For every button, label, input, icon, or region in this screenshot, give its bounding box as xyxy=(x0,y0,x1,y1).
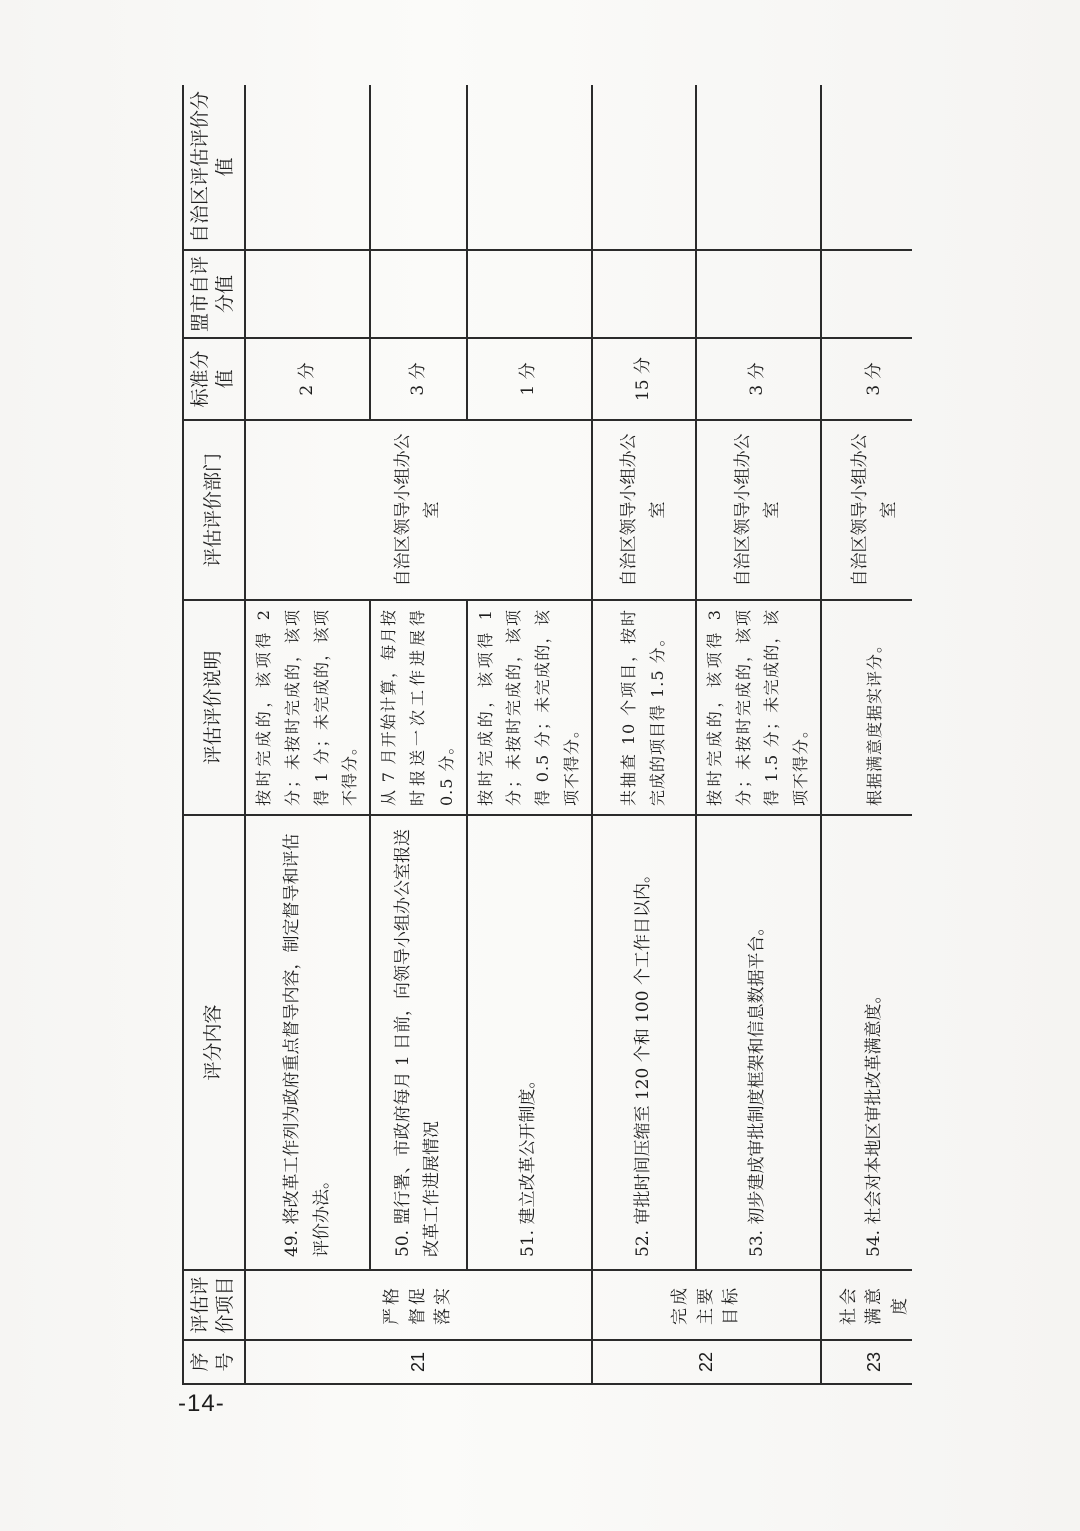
city-self-score-cell xyxy=(370,250,466,338)
region-score-cell xyxy=(467,85,592,250)
region-score-cell xyxy=(696,85,821,250)
description-cell: 按时完成的，该项得 2 分；未按时完成的，该项得 1 分；未完成的，该项不得分。 xyxy=(245,600,370,815)
department-cell: 自治区领导小组办公室 xyxy=(696,420,821,600)
project-cell: 社会满意度 xyxy=(821,1270,912,1340)
city-self-score-cell xyxy=(821,250,912,338)
department-cell: 自治区领导小组办公室 xyxy=(592,420,696,600)
standard-score-cell: 3 分 xyxy=(821,338,912,420)
standard-score-cell: 3 分 xyxy=(696,338,821,420)
header-city-self-score: 盟市自评分值 xyxy=(183,250,245,338)
description-cell: 根据满意度据实评分。 xyxy=(821,600,912,815)
city-self-score-cell xyxy=(245,250,370,338)
table-row xyxy=(592,85,696,1384)
standard-score-cell: 2 分 xyxy=(245,338,370,420)
page-number: -14- xyxy=(178,1390,225,1417)
header-department: 评估评价部门 xyxy=(183,420,245,600)
header-description: 评估评价说明 xyxy=(183,600,245,815)
description-cell: 按时完成的，该项得 3 分；未按时完成的，该项得 1.5 分；未完成的，该项不得分。 xyxy=(696,600,821,815)
header-seq: 序号 xyxy=(183,1340,245,1384)
seq-cell: 22 xyxy=(592,1340,821,1384)
header-region-score: 自治区评估评价分值 xyxy=(183,85,245,250)
standard-score-cell: 15 分 xyxy=(592,338,696,420)
standard-score-cell: 1 分 xyxy=(467,338,592,420)
table-row xyxy=(821,85,912,1384)
region-score-cell xyxy=(370,85,466,250)
table-row xyxy=(245,85,370,1384)
content-cell: 51. 建立改革公开制度。 xyxy=(467,815,592,1270)
department-cell: 自治区领导小组办公室 xyxy=(821,420,912,600)
header-standard-score: 标准分值 xyxy=(183,338,245,420)
content-cell: 53. 初步建成审批制度框架和信息数据平台。 xyxy=(696,815,821,1270)
seq-cell: 23 xyxy=(821,1340,912,1384)
description-cell: 从 7 月开始计算，每月按时报送一次工作进展得 0.5 分。 xyxy=(370,600,466,815)
table-header-row xyxy=(183,85,245,1384)
city-self-score-cell xyxy=(696,250,821,338)
header-project: 评估评价项目 xyxy=(183,1270,245,1340)
table-row xyxy=(467,85,592,1384)
rotated-table-frame xyxy=(182,85,912,1385)
content-cell: 52. 审批时间压缩至 120 个和 100 个工作日以内。 xyxy=(592,815,696,1270)
header-content: 评分内容 xyxy=(183,815,245,1270)
content-cell: 49. 将改革工作列为政府重点督导内容，制定督导和评估评价办法。 xyxy=(245,815,370,1270)
table-row xyxy=(696,85,821,1384)
evaluation-table xyxy=(182,85,912,1385)
content-cell: 54. 社会对本地区审批改革满意度。 xyxy=(821,815,912,1270)
region-score-cell xyxy=(592,85,696,250)
description-cell: 共抽查 10 个项目，按时完成的项目得 1.5 分。 xyxy=(592,600,696,815)
project-cell: 完成主要目标 xyxy=(592,1270,821,1340)
region-score-cell xyxy=(821,85,912,250)
city-self-score-cell xyxy=(467,250,592,338)
table-row xyxy=(370,85,466,1384)
region-score-cell xyxy=(245,85,370,250)
table-landscape xyxy=(182,85,912,1385)
description-cell: 按时完成的，该项得 1 分；未按时完成的，该项得 0.5 分；未完成的，该项不得分。 xyxy=(467,600,592,815)
seq-cell: 21 xyxy=(245,1340,592,1384)
department-cell: 自治区领导小组办公室 xyxy=(245,420,592,600)
city-self-score-cell xyxy=(592,250,696,338)
project-cell: 严格督促落实 xyxy=(245,1270,592,1340)
standard-score-cell: 3 分 xyxy=(370,338,466,420)
content-cell: 50. 盟行署、市政府每月 1 日前，向领导小组办公室报送改革工作进展情况 xyxy=(370,815,466,1270)
